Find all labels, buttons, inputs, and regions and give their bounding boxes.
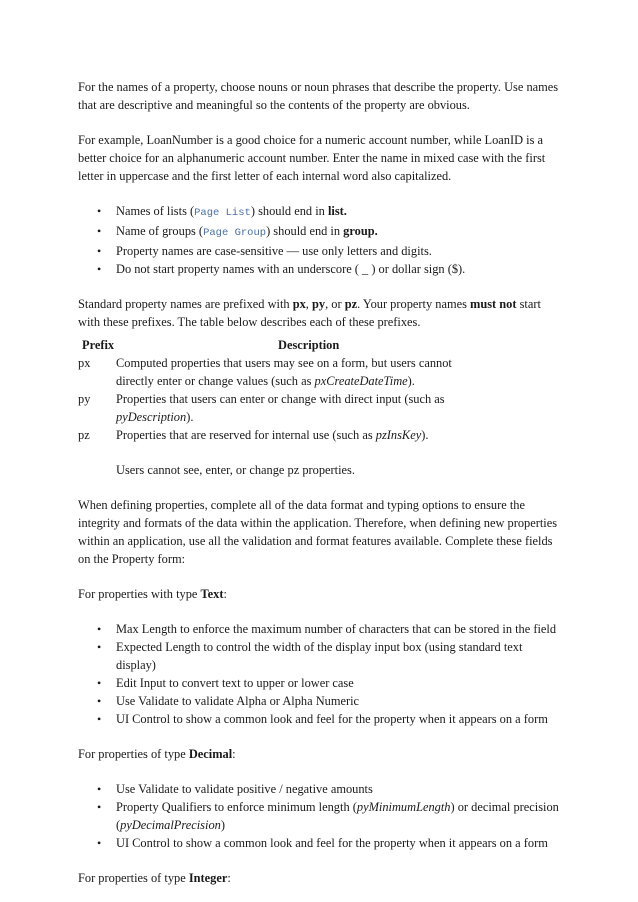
row-prefix: px [78,356,91,370]
code-page-list: Page List [194,207,251,219]
integer-section-heading: For properties of type Integer: [78,871,231,885]
table-row [78,426,564,444]
paragraph-prefixes: Standard property names are prefixed with px, py, or pz. Your property names must not start with these prefixes. The table below describes each of these prefixes. [78,297,541,329]
table-row [78,354,564,390]
row-description: Computed properties that users may see on a form, but users cannot directly enter or change values (such as pxCreateDateTime). [116,356,452,388]
row-prefix: py [78,392,91,406]
prefix-table [78,336,564,479]
row-description: Properties that users can enter or change with direct input (such as pyDescription). [116,392,445,424]
decimal-section-heading: For properties of type Decimal: [78,747,236,761]
table-row [78,390,564,426]
code-page-group: Page Group [203,227,267,239]
text-section-heading: For properties with type Text: [78,587,227,601]
list-item: • Names of lists (Page List) should end in list. [78,202,564,222]
list-item: • Use Validate to validate Alpha or Alpha Numeric [78,692,564,710]
table-header [78,336,564,354]
list-item: • UI Control to show a common look and feel for the property when it appears on a form [78,834,564,852]
paragraph-naming: For the names of a property, choose nouns or noun phrases that describe the property. Use names that are descriptive and meaningful so the contents of the property are obvious. [78,80,559,112]
table-note: Users cannot see, enter, or change pz properties. [116,463,355,477]
naming-rules-list [78,202,564,278]
list-item: • Expected Length to control the width of the display input box (using standard text display) [78,638,564,674]
list-item: • Edit Input to convert text to upper or lower case [78,674,564,692]
list-item: • Property Qualifiers to enforce minimum length (pyMinimumLength) or decimal precision (pyDecimalPrecision) [78,798,564,834]
text-options-list [78,620,564,728]
list-item: • Name of groups (Page Group) should end in group. [78,222,564,242]
list-item: • Max Length to enforce the maximum number of characters that can be stored in the field [78,620,564,638]
row-description: Properties that are reserved for internal use (such as pzInsKey). [116,428,429,442]
list-item: • Use Validate to validate positive / negative amounts [78,780,564,798]
paragraph-defining: When defining properties, complete all of the data format and typing options to ensure the integrity and formats of the data within the application. Therefore, when defining new properties within an application, use all the validation and format features available. Complete these fields on the Property form: [78,498,558,566]
list-item: • UI Control to show a common look and feel for the property when it appears on a form [78,710,564,728]
paragraph-example: For example, LoanNumber is a good choice for a numeric account number, while LoanID is a better choice for an alphanumeric account number. Enter the name in mixed case with the first letter in uppercase and the first letter of each internal word also capitalized. [78,133,546,183]
row-prefix: pz [78,428,90,442]
decimal-options-list [78,780,564,852]
header-description: Description [278,338,340,352]
header-prefix: Prefix [82,338,115,352]
list-item: • Do not start property names with an underscore ( _ ) or dollar sign ($). [78,260,564,278]
list-item: • Property names are case-sensitive — use only letters and digits. [78,242,564,260]
document-page [78,78,564,887]
